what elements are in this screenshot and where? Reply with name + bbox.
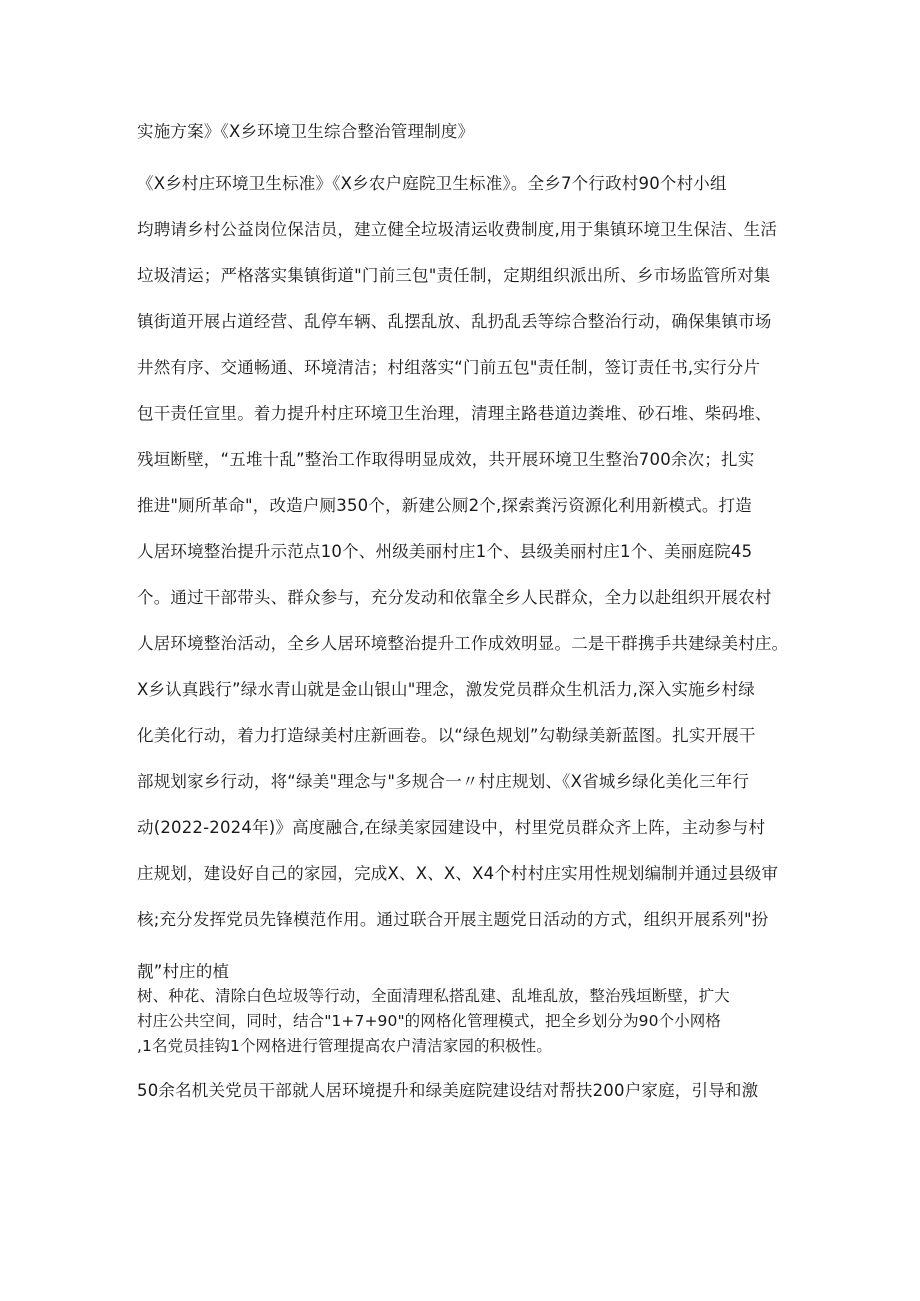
text-line: 部规划家乡行动，将“绿美"理念与"多规合一〃村庄规划、《X省城乡绿化美化三年行: [137, 772, 750, 791]
text-line: 化美化行动，着力打造绿美村庄新画卷。以“绿色规划”勾勒绿美新蓝图。扎实开展干: [137, 726, 756, 745]
text-line: 实施方案》《X乡环境卫生综合整治管理制度》: [137, 122, 475, 141]
text-line: 均聘请乡村公益岗位保洁员，建立健全垃圾清运收费制度,用于集镇环境卫生保洁、生活: [137, 220, 778, 239]
text-line: X乡认真践行”绿水青山就是金山银山"理念，激发党员群众生机活力,深入实施乡村绿: [137, 680, 755, 699]
text-line: 推进"厕所革命"，改造户厕350个，新建公厕2个,探索粪污资源化利用新模式。打造: [137, 496, 752, 515]
text-line: 井然有序、交通畅通、环境清洁；村组落实“门前五包"责任制，签订责任书,实行分片: [137, 358, 761, 377]
text-line: 包干责任宣里。着力提升村庄环境卫生治理，清理主路巷道边粪堆、砂石堆、柴码堆、: [137, 404, 772, 423]
text-line: 垃圾清运；严格落实集镇街道"门前三包"责任制，定期组织派出所、乡市场监管所对集: [137, 266, 771, 285]
text-line: 树、种花、清除白色垃圾等行动，全面清理私搭乱建、乱堆乱放，整治残垣断壁，扩大: [137, 987, 730, 1005]
text-line: 核;充分发挥党员先锋模范作用。通过联合开展主题党日活动的方式，组织开展系列"扮: [137, 910, 769, 929]
text-line: 靓”村庄的植: [137, 962, 230, 981]
text-line: 个。通过干部带头、群众参与，充分发动和依靠全乡人民群众，全力以赴组织开展农村: [137, 588, 772, 607]
text-line: 庄规划，建设好自己的家园，完成X、X、X、X4个村村庄实用性规划编制并通过县级审: [137, 864, 779, 883]
text-line: 人居环境整治活动，全乡人居环境整治提升工作成效明显。二是干群携手共建绿美村庄。: [137, 634, 789, 653]
text-line: 人居环境整治提升示范点10个、州级美丽村庄1个、县级美丽村庄1个、美丽庭院45: [137, 542, 753, 561]
text-line: ,1名党员挂钩1个网格进行管理提高农户清洁家园的积极性。: [137, 1037, 552, 1055]
text-line: 50余名机关党员干部就人居环境提升和绿美庭院建设结对帮扶200户家庭，引导和激: [137, 1081, 759, 1100]
text-line: 镇街道开展占道经营、乱停车辆、乱摆乱放、乱扔乱丢等综合整治行动，确保集镇市场: [137, 312, 772, 331]
text-line: 残垣断壁，“五堆十乱”整治工作取得明显成效，共开展环境卫生整治700余次；扎实: [137, 450, 755, 469]
text-line: 村庄公共空间，同时，结合"1+7+90"的网格化管理模式，把全乡划分为90个小网格: [137, 1012, 722, 1030]
text-line: 《X乡村庄环境卫生标准》《X乡农户庭院卫生标准》。全乡7个行政村90个村小组: [137, 174, 727, 193]
text-line: 动(2022-2024年)》高度融合,在绿美家园建设中，村里党员群众齐上阵，主动参与村: [137, 818, 766, 837]
